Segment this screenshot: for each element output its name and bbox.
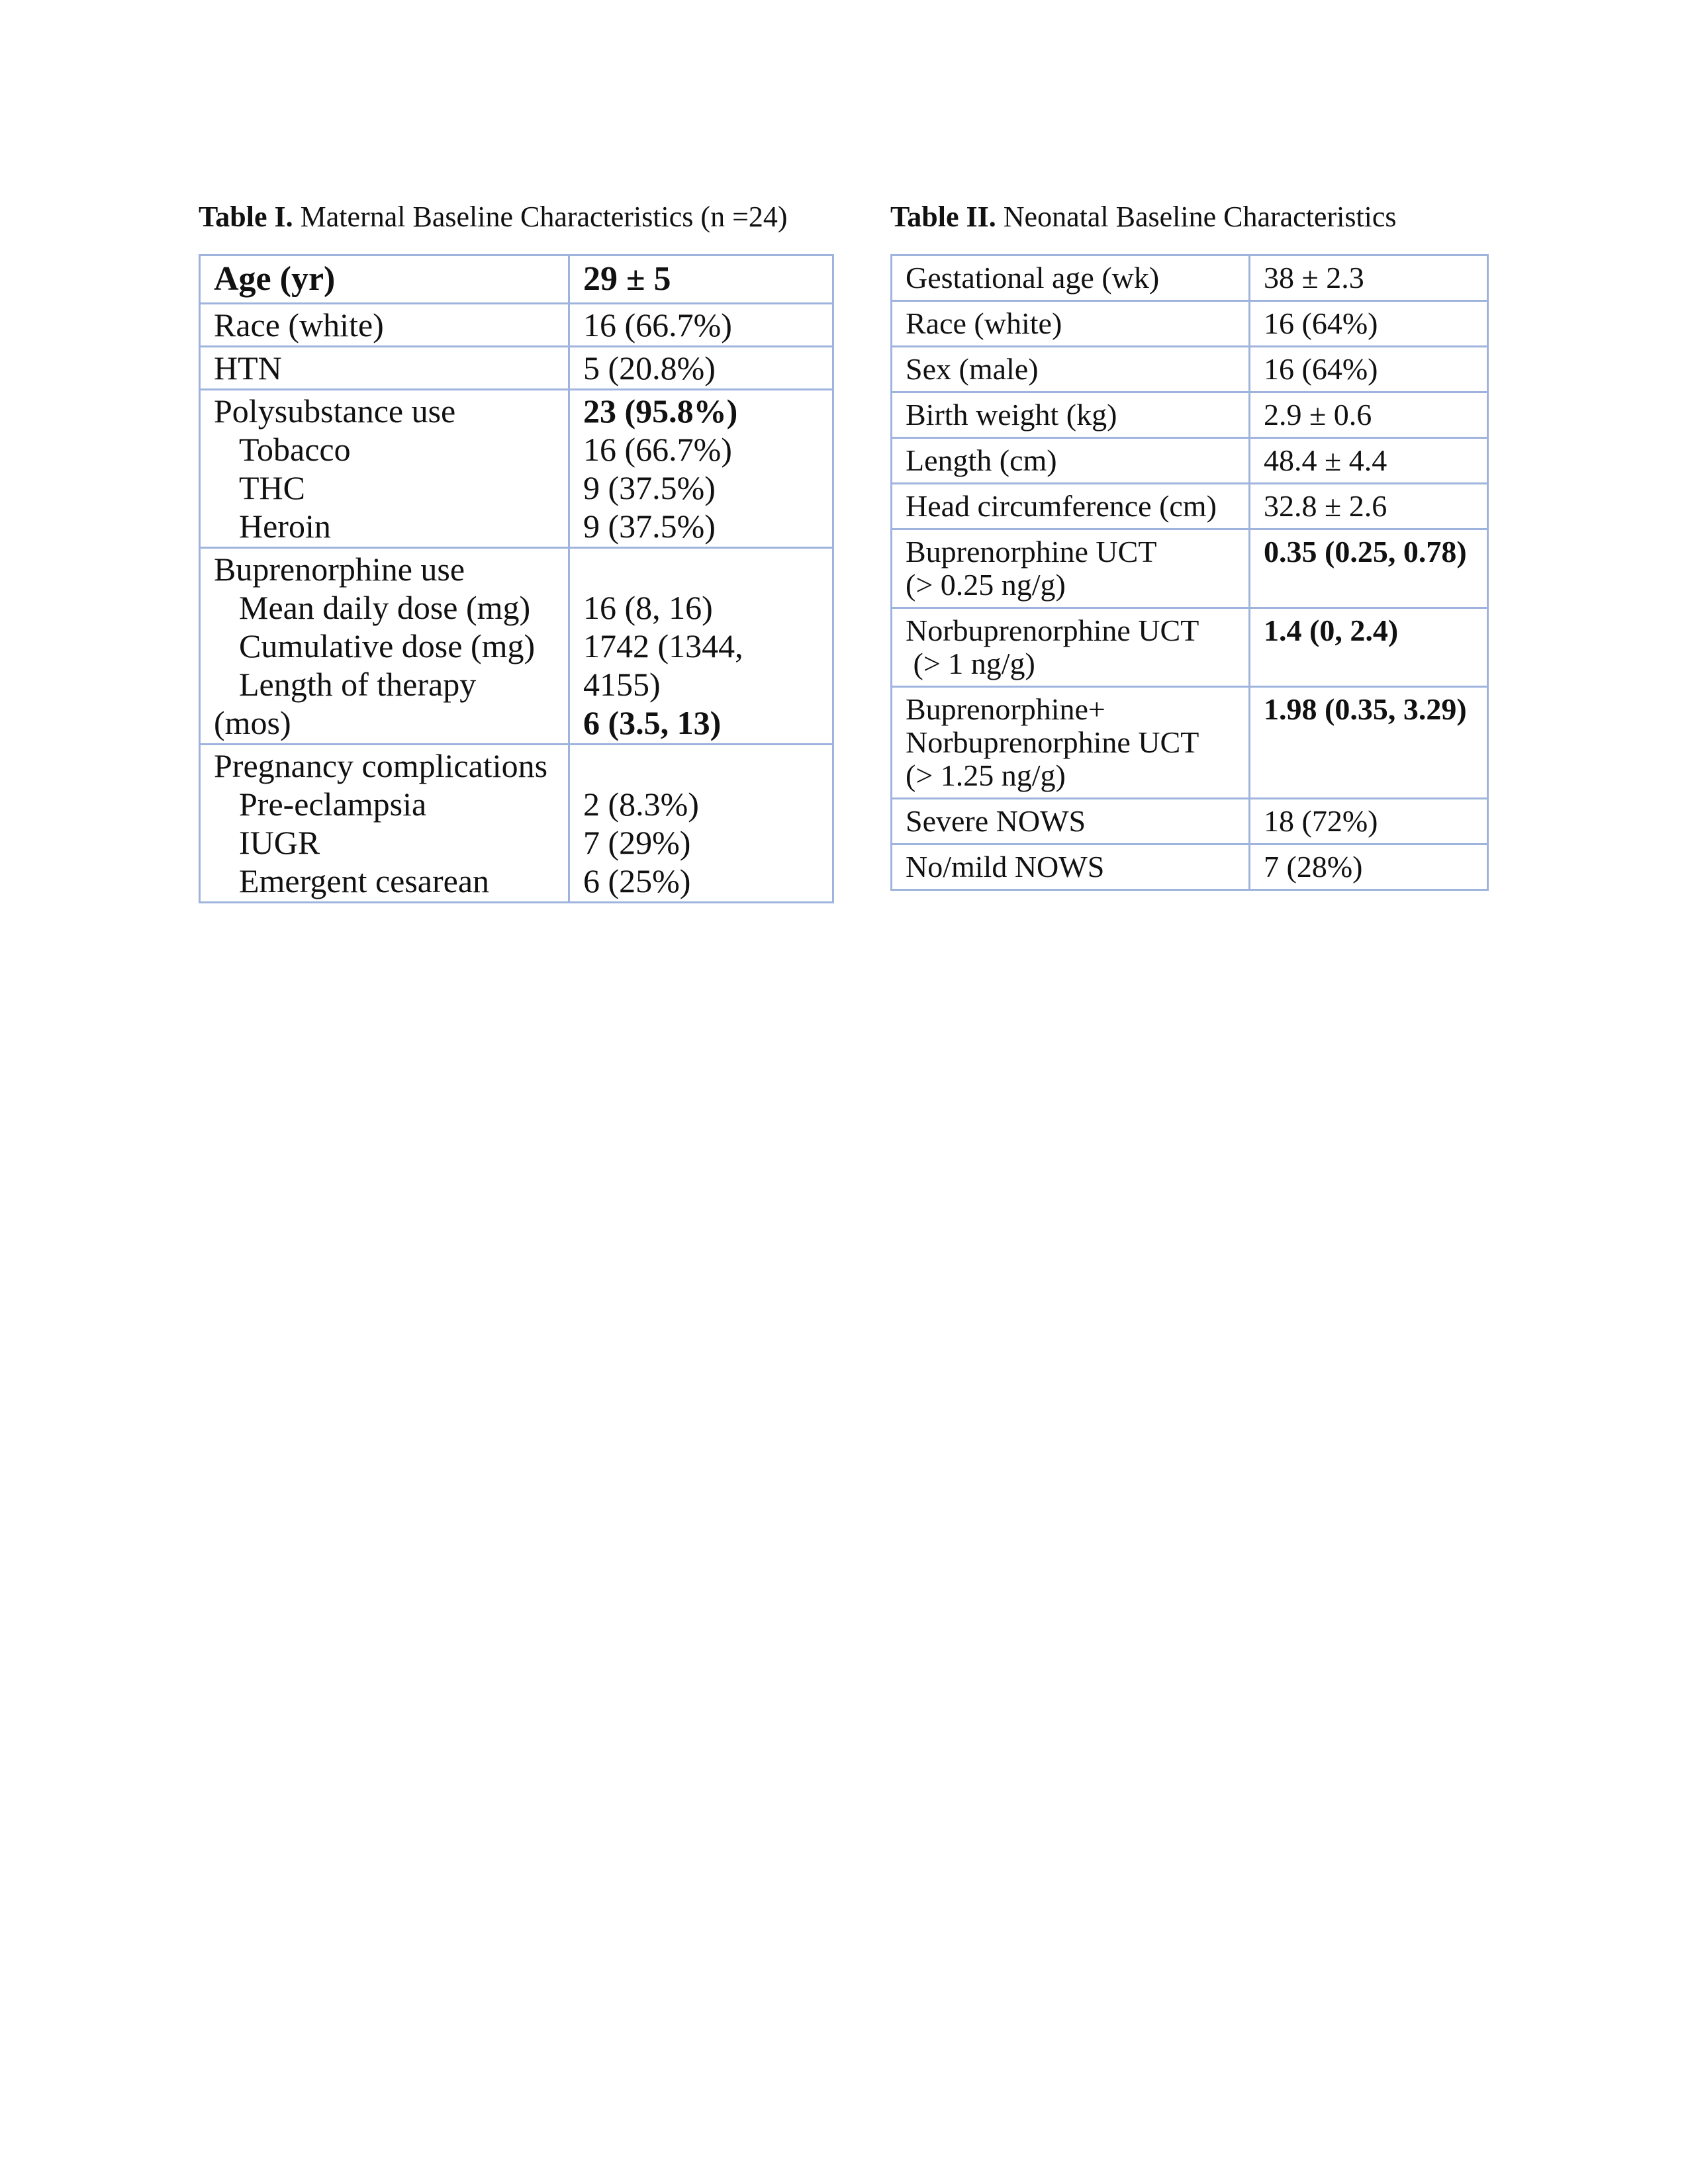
heroin-value: 9 (37.5%) — [583, 508, 716, 545]
tobacco-label: Tobacco — [239, 431, 351, 468]
table-row — [200, 548, 833, 745]
gestational-age-label: Gestational age (wk) — [892, 255, 1250, 301]
sex-label: Sex (male) — [892, 347, 1250, 392]
buprenorphine-value-cell — [569, 548, 833, 745]
table-2-caption — [890, 199, 1397, 236]
table-1-caption-text: Maternal Baseline Characteristics (n =24) — [293, 201, 788, 233]
cumulative-dose-value-cont: 4155) — [583, 666, 661, 703]
norbuprenorphine-uct-label: Norbuprenorphine UCT — [906, 614, 1199, 647]
norbuprenorphine-uct-label-cell — [892, 608, 1250, 687]
cumulative-dose-label: Cumulative dose (mg) — [239, 627, 536, 664]
length-label: Length (cm) — [892, 438, 1250, 484]
table-row — [892, 687, 1488, 799]
pre-eclampsia-value: 2 (8.3%) — [583, 786, 699, 823]
table-row — [200, 304, 833, 347]
length-of-therapy-unit: (mos) — [214, 704, 291, 741]
age-label: Age (yr) — [200, 255, 569, 304]
length-value: 48.4 ± 4.4 — [1250, 438, 1488, 484]
table-1-caption-label: Table I. — [199, 201, 293, 233]
severe-nows-value: 18 (72%) — [1250, 799, 1488, 844]
pregnancy-value-cell — [569, 745, 833, 903]
emergent-cesarean-value: 6 (25%) — [583, 862, 691, 899]
buprenorphine-uct-threshold: (> 0.25 ng/g) — [906, 568, 1066, 602]
heroin-label: Heroin — [239, 508, 331, 545]
race-label: Race (white) — [200, 304, 569, 347]
length-of-therapy-label: Length of therapy — [239, 666, 477, 703]
table-row — [892, 301, 1488, 347]
length-of-therapy-value: 6 (3.5, 13) — [583, 704, 722, 741]
buprenorphine-uct-label: Buprenorphine UCT — [906, 535, 1157, 569]
race-value: 16 (66.7%) — [569, 304, 833, 347]
gestational-age-value: 38 ± 2.3 — [1250, 255, 1488, 301]
mild-nows-label: No/mild NOWS — [892, 844, 1250, 890]
buprenorphine-label-cell — [200, 548, 569, 745]
maternal-baseline-table — [199, 254, 834, 903]
table-row — [892, 392, 1488, 438]
tobacco-value: 16 (66.7%) — [583, 431, 732, 468]
combined-uct-label-line-1: Buprenorphine+ — [906, 692, 1105, 726]
birth-weight-value: 2.9 ± 0.6 — [1250, 392, 1488, 438]
table-row — [200, 347, 833, 390]
pregnancy-complications-label: Pregnancy complications — [214, 747, 548, 784]
combined-uct-value: 1.98 (0.35, 3.29) — [1250, 687, 1488, 799]
thc-value: 9 (37.5%) — [583, 469, 716, 506]
table-row — [892, 799, 1488, 844]
table-row — [200, 745, 833, 903]
combined-uct-label-cell — [892, 687, 1250, 799]
polysubstance-value-cell — [569, 390, 833, 548]
table-row — [892, 347, 1488, 392]
norbuprenorphine-uct-threshold: (> 1 ng/g) — [906, 647, 1035, 680]
head-circumference-label: Head circumference (cm) — [892, 484, 1250, 529]
combined-uct-threshold: (> 1.25 ng/g) — [906, 758, 1066, 792]
table-row — [892, 255, 1488, 301]
buprenorphine-uct-value: 0.35 (0.25, 0.78) — [1250, 529, 1488, 608]
birth-weight-label: Birth weight (kg) — [892, 392, 1250, 438]
norbuprenorphine-uct-value: 1.4 (0, 2.4) — [1250, 608, 1488, 687]
mean-daily-dose-value: 16 (8, 16) — [583, 589, 713, 626]
iugr-label: IUGR — [239, 824, 320, 861]
combined-uct-label-line-2: Norbuprenorphine UCT — [906, 725, 1199, 759]
mild-nows-value: 7 (28%) — [1250, 844, 1488, 890]
mean-daily-dose-label: Mean daily dose (mg) — [239, 589, 531, 626]
buprenorphine-use-label: Buprenorphine use — [214, 551, 465, 588]
pre-eclampsia-label: Pre-eclampsia — [239, 786, 427, 823]
table-row — [200, 255, 833, 304]
table-1-caption — [199, 199, 788, 236]
polysubstance-label-cell — [200, 390, 569, 548]
table-row — [892, 438, 1488, 484]
table-row — [892, 608, 1488, 687]
table-row — [892, 844, 1488, 890]
htn-label: HTN — [200, 347, 569, 390]
race-label: Race (white) — [892, 301, 1250, 347]
emergent-cesarean-label: Emergent cesarean — [239, 862, 490, 899]
table-row — [200, 390, 833, 548]
severe-nows-label: Severe NOWS — [892, 799, 1250, 844]
table-2-caption-text: Neonatal Baseline Characteristics — [996, 201, 1397, 233]
polysubstance-label: Polysubstance use — [214, 392, 456, 430]
table-row — [892, 529, 1488, 608]
thc-label: THC — [239, 469, 305, 506]
spacer — [583, 550, 819, 588]
table-2-caption-label: Table II. — [890, 201, 996, 233]
buprenorphine-uct-label-cell — [892, 529, 1250, 608]
polysubstance-value: 23 (95.8%) — [583, 392, 738, 430]
neonatal-baseline-table — [890, 254, 1489, 891]
sex-value: 16 (64%) — [1250, 347, 1488, 392]
spacer — [583, 747, 819, 785]
htn-value: 5 (20.8%) — [569, 347, 833, 390]
table-row — [892, 484, 1488, 529]
iugr-value: 7 (29%) — [583, 824, 691, 861]
pregnancy-label-cell — [200, 745, 569, 903]
cumulative-dose-value: 1742 (1344, — [583, 627, 743, 664]
race-value: 16 (64%) — [1250, 301, 1488, 347]
age-value: 29 ± 5 — [569, 255, 833, 304]
head-circumference-value: 32.8 ± 2.6 — [1250, 484, 1488, 529]
